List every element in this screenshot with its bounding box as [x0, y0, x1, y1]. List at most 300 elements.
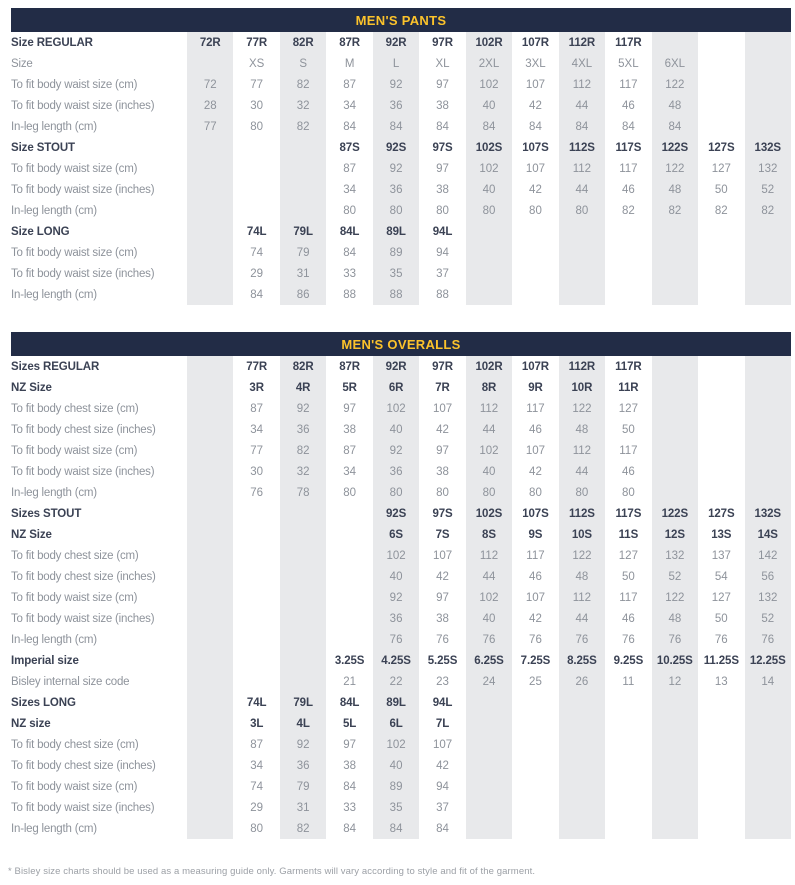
- value-cell: 107S: [522, 507, 549, 520]
- value-cell: [698, 692, 744, 713]
- value-cell: [187, 797, 233, 818]
- value-cell: [280, 671, 326, 692]
- value-cell: [233, 158, 279, 179]
- value-cell: 89: [373, 242, 419, 263]
- value-cell: 97S: [432, 507, 453, 520]
- value-cell: 8R: [466, 377, 512, 398]
- value-cell: 42: [436, 570, 449, 583]
- value-cell: [698, 221, 744, 242]
- value-cell: 72R: [187, 32, 233, 53]
- row-label: Bisley internal size code: [11, 675, 130, 688]
- value-cell: 50: [621, 570, 635, 583]
- value-cell: [605, 692, 651, 713]
- value-cell: 22: [373, 671, 419, 692]
- value-cell: [652, 482, 698, 503]
- table-row: [11, 797, 791, 818]
- value-cell: 74: [250, 246, 264, 259]
- value-cell: 84: [343, 822, 356, 835]
- value-cell: [280, 545, 326, 566]
- value-cell: 77R: [246, 360, 268, 373]
- value-cell: [466, 755, 512, 776]
- value-cell: 10.25S: [652, 650, 698, 671]
- row-label: To fit body waist size (inches): [11, 465, 155, 478]
- value-cell: 88: [373, 284, 419, 305]
- value-cell: 79: [280, 242, 326, 263]
- value-cell: 80: [559, 200, 605, 221]
- value-cell: [233, 179, 279, 200]
- value-cell: [187, 545, 233, 566]
- value-cell: 92S: [373, 503, 419, 524]
- value-cell: [745, 440, 791, 461]
- value-cell: [326, 503, 372, 524]
- value-cell: [187, 284, 233, 305]
- row-label: In-leg length (cm): [11, 633, 97, 646]
- table-row: [11, 692, 791, 713]
- value-cell: [559, 263, 605, 284]
- value-cell: 76: [466, 629, 512, 650]
- value-cell: 77: [250, 78, 264, 91]
- value-cell: 127S: [708, 141, 735, 154]
- value-cell: 3L: [250, 717, 264, 730]
- value-cell: [233, 200, 279, 221]
- value-cell: 117S: [615, 507, 642, 520]
- value-cell: 10R: [559, 377, 605, 398]
- value-cell: 76: [652, 629, 698, 650]
- value-cell: [187, 524, 233, 545]
- value-cell: 6L: [373, 713, 419, 734]
- value-cell: 42: [529, 99, 542, 112]
- value-cell: 76: [745, 629, 791, 650]
- value-cell: 44: [466, 419, 512, 440]
- value-cell: 46: [621, 465, 635, 478]
- table-row: [11, 482, 791, 503]
- value-cell: 87R: [339, 36, 360, 49]
- row-label: To fit body waist size (inches): [11, 801, 155, 814]
- table-row: [11, 587, 791, 608]
- value-cell: 8S: [466, 524, 512, 545]
- value-cell: 38: [343, 423, 356, 436]
- value-cell: [512, 776, 558, 797]
- value-cell: 42: [529, 465, 542, 478]
- value-cell: [698, 284, 744, 305]
- value-cell: [652, 440, 698, 461]
- value-cell: [745, 74, 791, 95]
- row-label: To fit body waist size (cm): [11, 591, 138, 604]
- value-cell: 82R: [280, 356, 326, 377]
- value-cell: [605, 221, 651, 242]
- value-cell: [466, 221, 512, 242]
- value-cell: 107: [525, 162, 546, 175]
- value-cell: 36: [373, 461, 419, 482]
- value-cell: [187, 53, 233, 74]
- value-cell: 30: [250, 465, 264, 478]
- value-cell: [745, 95, 791, 116]
- value-cell: [466, 734, 512, 755]
- value-cell: [605, 713, 651, 734]
- table-row: [11, 356, 791, 377]
- value-cell: 35: [373, 263, 419, 284]
- value-cell: [233, 566, 279, 587]
- value-cell: 3.25S: [334, 654, 365, 667]
- row-label: In-leg length (cm): [11, 288, 97, 301]
- value-cell: 102: [466, 74, 512, 95]
- value-cell: [745, 713, 791, 734]
- value-cell: [187, 650, 233, 671]
- table-row: [11, 377, 791, 398]
- row-label: To fit body waist size (cm): [11, 78, 138, 91]
- value-cell: [187, 158, 233, 179]
- value-cell: [512, 734, 558, 755]
- value-cell: 74L: [246, 696, 267, 709]
- value-cell: [187, 629, 233, 650]
- value-cell: 72: [187, 74, 233, 95]
- value-cell: 112: [559, 158, 605, 179]
- value-cell: 84: [436, 120, 449, 133]
- row-label: To fit body waist size (inches): [11, 99, 155, 112]
- value-cell: 82R: [280, 32, 326, 53]
- value-cell: 82: [745, 200, 791, 221]
- value-cell: 11: [622, 675, 635, 688]
- value-cell: 84: [652, 116, 698, 137]
- value-cell: [745, 221, 791, 242]
- value-cell: [698, 53, 744, 74]
- value-cell: [187, 503, 233, 524]
- value-cell: [187, 242, 233, 263]
- table-row: [11, 398, 791, 419]
- row-label: NZ size: [11, 717, 51, 730]
- value-cell: [512, 755, 558, 776]
- value-cell: 25: [529, 675, 542, 688]
- value-cell: [745, 377, 791, 398]
- value-cell: 112: [466, 398, 512, 419]
- table-row: [11, 566, 791, 587]
- value-cell: 37: [436, 267, 449, 280]
- value-cell: 78: [280, 482, 326, 503]
- value-cell: [233, 629, 279, 650]
- value-cell: [466, 242, 512, 263]
- value-cell: 42: [529, 612, 542, 625]
- value-cell: 137: [711, 549, 731, 562]
- value-cell: 29: [250, 267, 264, 280]
- value-cell: [698, 95, 744, 116]
- value-cell: [698, 755, 744, 776]
- value-cell: [187, 263, 233, 284]
- value-cell: [652, 692, 698, 713]
- value-cell: [559, 242, 605, 263]
- value-cell: 11.25S: [703, 654, 739, 667]
- value-cell: [326, 629, 372, 650]
- row-label: Sizes REGULAR: [11, 360, 100, 373]
- value-cell: 24: [466, 671, 512, 692]
- value-cell: [605, 263, 651, 284]
- value-cell: [466, 818, 512, 839]
- value-cell: [280, 158, 326, 179]
- table-row: [11, 629, 791, 650]
- row-label: To fit body waist size (cm): [11, 780, 138, 793]
- value-cell: 79L: [280, 692, 326, 713]
- value-cell: 107S: [522, 141, 549, 154]
- value-cell: [745, 734, 791, 755]
- value-cell: 7.25S: [520, 654, 551, 667]
- value-cell: [652, 419, 698, 440]
- value-cell: 82: [621, 204, 635, 217]
- row-label: In-leg length (cm): [11, 120, 97, 133]
- value-cell: 76: [714, 633, 728, 646]
- value-cell: 117: [619, 78, 638, 91]
- table-row: [11, 608, 791, 629]
- value-cell: 36: [373, 179, 419, 200]
- value-cell: 77R: [246, 36, 268, 49]
- value-cell: [698, 116, 744, 137]
- table-row: [11, 419, 791, 440]
- value-cell: 7S: [435, 528, 450, 541]
- value-cell: [605, 797, 651, 818]
- value-cell: 80: [343, 204, 356, 217]
- value-cell: 14S: [745, 524, 791, 545]
- table-row: [11, 503, 791, 524]
- value-cell: 42: [436, 423, 449, 436]
- value-cell: 6R: [373, 377, 419, 398]
- table-row: [11, 242, 791, 263]
- value-cell: 46: [529, 423, 542, 436]
- value-cell: [466, 284, 512, 305]
- value-cell: 84: [373, 116, 419, 137]
- value-cell: [187, 608, 233, 629]
- value-cell: 92: [373, 587, 419, 608]
- value-cell: 30: [250, 99, 264, 112]
- row-label: To fit body waist size (inches): [11, 612, 155, 625]
- value-cell: [652, 461, 698, 482]
- value-cell: [698, 377, 744, 398]
- value-cell: [698, 776, 744, 797]
- table-row: [11, 200, 791, 221]
- value-cell: [466, 692, 512, 713]
- value-cell: 97R: [432, 360, 453, 373]
- value-cell: [187, 482, 233, 503]
- value-cell: [512, 242, 558, 263]
- value-cell: [326, 566, 372, 587]
- value-cell: [233, 587, 279, 608]
- value-cell: 102: [373, 545, 419, 566]
- value-cell: 34: [343, 99, 356, 112]
- value-cell: 107: [432, 738, 453, 751]
- value-cell: [187, 734, 233, 755]
- value-cell: 40: [373, 566, 419, 587]
- value-cell: 76: [559, 629, 605, 650]
- value-cell: 48: [559, 566, 605, 587]
- value-cell: 80: [250, 822, 264, 835]
- value-cell: [280, 650, 326, 671]
- value-cell: 44: [559, 179, 605, 200]
- value-cell: [698, 482, 744, 503]
- value-cell: 5XL: [618, 57, 639, 70]
- value-cell: 13S: [711, 528, 732, 541]
- value-cell: 80: [373, 200, 419, 221]
- value-cell: S: [280, 53, 326, 74]
- table-row: [11, 461, 791, 482]
- table-row: [11, 95, 791, 116]
- row-label: Size LONG: [11, 225, 70, 238]
- value-cell: [280, 629, 326, 650]
- value-cell: [466, 797, 512, 818]
- value-cell: [559, 818, 605, 839]
- value-cell: 44: [466, 566, 512, 587]
- value-cell: [233, 137, 279, 158]
- value-cell: 117R: [615, 360, 642, 373]
- table-body: [11, 356, 791, 839]
- value-cell: 127: [618, 402, 638, 415]
- value-cell: 5R: [342, 381, 357, 394]
- value-cell: [605, 776, 651, 797]
- value-cell: [466, 776, 512, 797]
- value-cell: 34: [250, 759, 264, 772]
- value-cell: 142: [745, 545, 791, 566]
- value-cell: 46: [529, 570, 542, 583]
- value-cell: [559, 284, 605, 305]
- value-cell: [187, 776, 233, 797]
- value-cell: [652, 734, 698, 755]
- value-cell: 38: [436, 183, 449, 196]
- value-cell: 86: [280, 284, 326, 305]
- value-cell: 97: [436, 591, 449, 604]
- value-cell: 6.25S: [466, 650, 512, 671]
- value-cell: 107R: [521, 360, 549, 373]
- value-cell: [652, 263, 698, 284]
- value-cell: 87: [343, 162, 356, 175]
- value-cell: 42: [529, 183, 542, 196]
- value-cell: [652, 356, 698, 377]
- value-cell: 122: [652, 158, 698, 179]
- value-cell: 32: [280, 95, 326, 116]
- value-cell: 82: [280, 818, 326, 839]
- row-label: In-leg length (cm): [11, 204, 97, 217]
- value-cell: 97: [436, 78, 449, 91]
- value-cell: 35: [373, 797, 419, 818]
- value-cell: 44: [559, 461, 605, 482]
- value-cell: [512, 284, 558, 305]
- value-cell: 11R: [618, 381, 639, 394]
- value-cell: 97: [436, 444, 449, 457]
- value-cell: 11S: [618, 528, 639, 541]
- value-cell: 40: [466, 95, 512, 116]
- value-cell: 87: [250, 402, 264, 415]
- row-label: Imperial size: [11, 654, 79, 667]
- value-cell: 107: [525, 444, 546, 457]
- value-cell: [745, 776, 791, 797]
- value-cell: 87: [343, 444, 356, 457]
- value-cell: 107: [432, 549, 453, 562]
- value-cell: 127S: [708, 507, 735, 520]
- value-cell: 92: [373, 440, 419, 461]
- value-cell: 84: [436, 822, 449, 835]
- value-cell: [512, 713, 558, 734]
- value-cell: [652, 377, 698, 398]
- value-cell: 132: [745, 158, 791, 179]
- value-cell: 92R: [373, 32, 419, 53]
- value-cell: [652, 776, 698, 797]
- value-cell: [698, 32, 744, 53]
- value-cell: [187, 671, 233, 692]
- value-cell: [233, 503, 279, 524]
- value-cell: 102: [466, 440, 512, 461]
- value-cell: [187, 587, 233, 608]
- value-cell: 97: [343, 402, 356, 415]
- value-cell: 117R: [615, 36, 642, 49]
- table-row: [11, 545, 791, 566]
- value-cell: [187, 179, 233, 200]
- value-cell: 42: [436, 759, 449, 772]
- value-cell: 12: [652, 671, 698, 692]
- value-cell: 74L: [246, 225, 267, 238]
- table-row: [11, 734, 791, 755]
- row-label: To fit body chest size (cm): [11, 738, 139, 751]
- value-cell: 94: [436, 246, 449, 259]
- row-label: Sizes LONG: [11, 696, 76, 709]
- value-cell: 5L: [342, 717, 357, 730]
- value-cell: [187, 398, 233, 419]
- value-cell: 89L: [373, 692, 419, 713]
- row-label: Size: [11, 57, 33, 70]
- value-cell: 46: [621, 612, 635, 625]
- value-cell: 13: [714, 675, 728, 688]
- table-row: [11, 116, 791, 137]
- value-cell: 3R: [249, 381, 264, 394]
- value-cell: 82: [280, 74, 326, 95]
- value-cell: [605, 734, 651, 755]
- value-cell: 94L: [432, 696, 453, 709]
- value-cell: [745, 461, 791, 482]
- value-cell: 92: [373, 158, 419, 179]
- value-cell: 46: [621, 183, 635, 196]
- value-cell: [745, 32, 791, 53]
- table-body: [11, 32, 791, 305]
- value-cell: [745, 482, 791, 503]
- value-cell: 117: [619, 162, 638, 175]
- value-cell: 80: [250, 120, 264, 133]
- table-row: [11, 776, 791, 797]
- value-cell: [652, 713, 698, 734]
- value-cell: 9.25S: [613, 654, 644, 667]
- value-cell: 76: [621, 633, 635, 646]
- value-cell: 9S: [528, 528, 543, 541]
- value-cell: 80: [466, 200, 512, 221]
- value-cell: XL: [435, 57, 450, 70]
- row-label: Sizes STOUT: [11, 507, 82, 520]
- value-cell: 102S: [466, 137, 512, 158]
- value-cell: 37: [436, 801, 449, 814]
- value-cell: [187, 377, 233, 398]
- value-cell: 94: [436, 780, 449, 793]
- value-cell: 50: [621, 423, 635, 436]
- value-cell: 84: [621, 120, 635, 133]
- value-cell: [652, 797, 698, 818]
- value-cell: [512, 263, 558, 284]
- value-cell: [559, 734, 605, 755]
- value-cell: 122: [652, 587, 698, 608]
- value-cell: 80: [343, 486, 356, 499]
- value-cell: 33: [343, 267, 356, 280]
- value-cell: [745, 53, 791, 74]
- value-cell: 112: [559, 440, 605, 461]
- value-cell: 102: [466, 587, 512, 608]
- value-cell: [652, 242, 698, 263]
- value-cell: 80: [559, 482, 605, 503]
- value-cell: 21: [343, 675, 356, 688]
- value-cell: 102R: [466, 356, 512, 377]
- table-row: [11, 755, 791, 776]
- table-row: [11, 524, 791, 545]
- value-cell: [745, 398, 791, 419]
